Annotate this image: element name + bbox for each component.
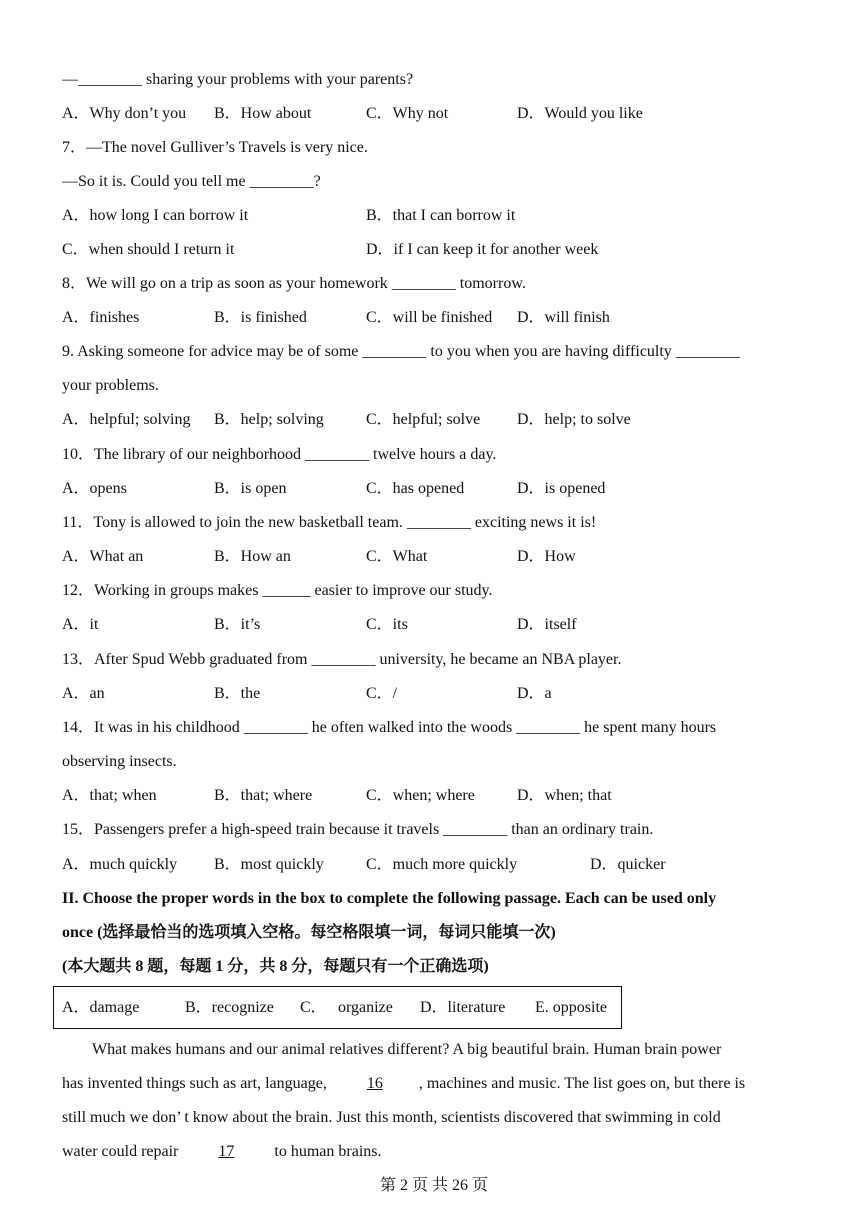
option-d: D．will finish [517, 309, 610, 326]
option-a: A．finishes [62, 309, 140, 326]
option-c: C．its [366, 616, 408, 633]
section-2-title-2: once (选择最恰当的选项填入空格。每空格限填一词，每词只能填一次) [62, 924, 556, 941]
option-d: D．itself [517, 616, 577, 633]
question-7-stem: 7．—The novel Gulliver’s Travels is very nice. [62, 139, 368, 156]
section-2-scoring: (本大题共 8 题，每题 1 分，共 8 分，每题只有一个正确选项) [62, 958, 489, 975]
option-b: B．How an [214, 548, 291, 565]
option-b: B．How about [214, 105, 312, 122]
option-a: A．it [62, 616, 99, 633]
question-13-options [62, 684, 822, 704]
option-a: A．that; when [62, 787, 157, 804]
option-a: A．much quickly [62, 856, 178, 873]
passage-line-3: still much we don’ t know about the brain. Just this month, scientists discovered that swimming in cold [62, 1109, 721, 1126]
passage-text: has invented things such as art, language, [62, 1075, 331, 1092]
option-c: C．What [366, 548, 428, 565]
option-a: A．opens [62, 480, 127, 497]
page-number-footer: 第 2 页 共 26 页 [379, 1177, 488, 1194]
word-a: A．damage [62, 999, 140, 1016]
option-b: B．that I can borrow it [366, 207, 516, 224]
option-c: C．helpful; solve [366, 411, 481, 428]
option-b: B．it’s [214, 616, 261, 633]
option-a: A．an [62, 685, 105, 702]
option-b: B．most quickly [214, 856, 324, 873]
word-c-label: C． [300, 999, 327, 1016]
option-b: B．help; solving [214, 411, 324, 428]
question-15-options [62, 855, 822, 875]
option-b: B．is open [214, 480, 287, 497]
question-7-stem-2: —So it is. Could you tell me ________? [62, 173, 321, 190]
question-11-options [62, 547, 822, 567]
option-c: C．when should I return it [62, 241, 235, 258]
option-d: D．help; to solve [517, 411, 631, 428]
question-14-stem: 14．It was in his childhood ________ he often walked into the woods ________ he spent many hours [62, 719, 717, 736]
question-10-stem: 10．The library of our neighborhood ________ twelve hours a day. [62, 446, 497, 463]
blank-16: 16 [366, 1075, 383, 1092]
question-14-options [62, 786, 822, 806]
passage-text: to human brains. [270, 1143, 382, 1160]
option-c: C．has opened [366, 480, 465, 497]
option-d: D．How [517, 548, 576, 565]
question-12-options [62, 615, 822, 635]
question-15-stem: 15．Passengers prefer a high-speed train because it travels ________ than an ordinary train. [62, 821, 654, 838]
option-d: D．if I can keep it for another week [366, 241, 599, 258]
question-12-stem: 12．Working in groups makes ______ easier to improve our study. [62, 582, 493, 599]
question-7-options-2 [62, 240, 822, 260]
passage-line-2 [62, 1074, 745, 1094]
question-11-stem: 11．Tony is allowed to join the new basketball team. ________ exciting news it is! [62, 514, 597, 531]
option-a: A．Why don’t you [62, 105, 187, 122]
option-b: B．is finished [214, 309, 307, 326]
option-c: C．when; where [366, 787, 475, 804]
option-d: D．is opened [517, 480, 606, 497]
question-9-stem-2: your problems. [62, 377, 159, 394]
option-d: D．quicker [590, 856, 666, 873]
question-7-options-1 [62, 206, 822, 226]
option-b: B．that; where [214, 787, 313, 804]
word-d: D．literature [420, 999, 506, 1016]
word-box [53, 986, 622, 1029]
option-c: C．much more quickly [366, 856, 518, 873]
word-b: B．recognize [185, 999, 274, 1016]
passage-text: , machines and music. The list goes on, but there is [418, 1075, 746, 1092]
question-9-stem: 9. Asking someone for advice may be of some ________ to you when you are having difficulty ________ [62, 343, 740, 360]
question-6-stem: —________ sharing your problems with your parents? [62, 71, 414, 88]
section-2-title: II. Choose the proper words in the box to complete the following passage. Each can be used only [62, 890, 717, 907]
option-d: D．when; that [517, 787, 612, 804]
passage-text: water could repair [62, 1143, 183, 1160]
option-a: A．What an [62, 548, 144, 565]
question-6-options [62, 104, 822, 124]
question-14-stem-2: observing insects. [62, 753, 177, 770]
question-8-options [62, 308, 822, 328]
question-10-options [62, 479, 822, 499]
passage-line-1: What makes humans and our animal relatives different? A big beautiful brain. Human brain power [92, 1041, 722, 1058]
question-8-stem: 8．We will go on a trip as soon as your homework ________ tomorrow. [62, 275, 526, 292]
option-c: C．will be finished [366, 309, 493, 326]
option-d: D．Would you like [517, 105, 643, 122]
option-a: A．how long I can borrow it [62, 207, 249, 224]
question-9-options [62, 410, 822, 430]
word-c: organize [338, 999, 393, 1016]
passage-line-4 [62, 1142, 381, 1162]
option-d: D．a [517, 685, 552, 702]
option-b: B．the [214, 685, 261, 702]
blank-17: 17 [218, 1143, 235, 1160]
question-13-stem: 13．After Spud Webb graduated from ________ university, he became an NBA player. [62, 651, 622, 668]
option-c: C．/ [366, 685, 398, 702]
option-c: C．Why not [366, 105, 449, 122]
word-e: E. opposite [535, 999, 607, 1016]
option-a: A．helpful; solving [62, 411, 191, 428]
